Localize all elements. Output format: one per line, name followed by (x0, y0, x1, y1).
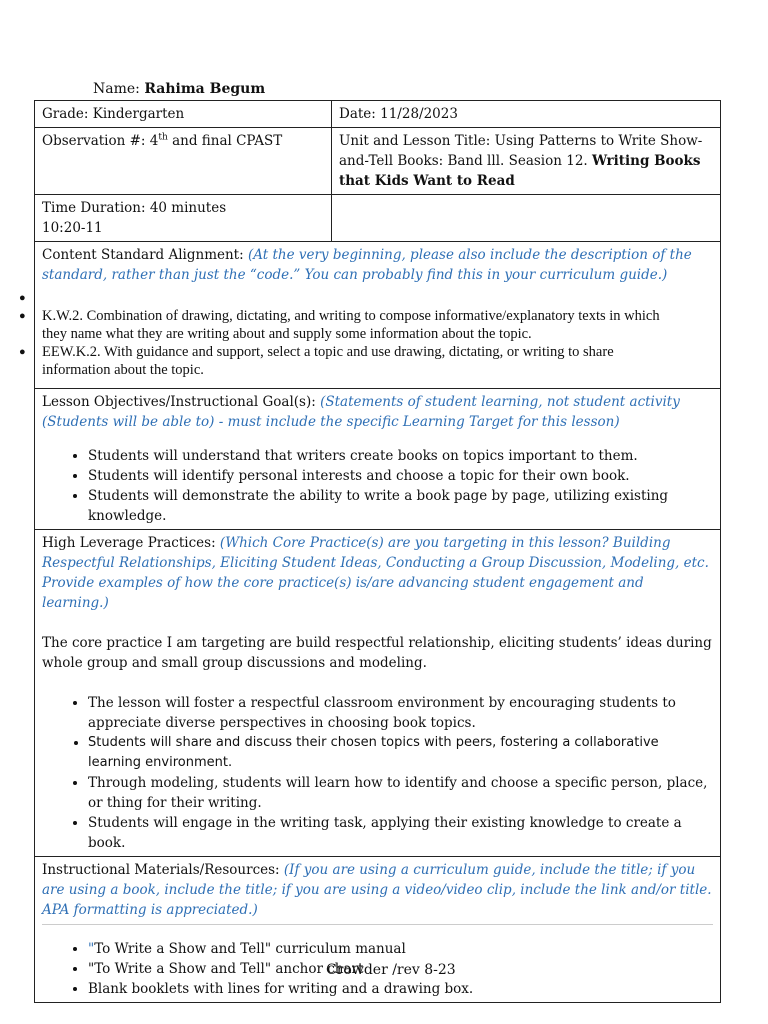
materials-row (35, 857, 721, 1003)
list-item: • "To Write a Show and Tell" anchor chart (88, 959, 713, 979)
materials-cell (35, 857, 721, 1003)
time-empty-cell (332, 195, 721, 242)
observation-row (35, 128, 721, 195)
lesson-plan-table (19, 100, 721, 1003)
eew-standard-cont: information about the topic. (42, 362, 204, 378)
content-standard-cell (19, 242, 721, 389)
list-item: • The lesson will foster a respectful classroom environment by encouraging students to appreciate diverse perspectives in choosing book topics. (88, 693, 713, 733)
observation-prefix: Observation #: 4 (42, 133, 159, 149)
list-item: • Students will understand that writers create books on topics important to them. (88, 446, 713, 466)
eew-standard: EEW.K.2. With guidance and support, select a topic and use drawing, dictating, or writing to share (42, 344, 614, 360)
lesson-title-cell (332, 128, 721, 195)
lesson-title-bold: Writing Books that Kids Want to Read (339, 153, 701, 189)
objectives-row (35, 389, 721, 530)
divider (42, 924, 713, 925)
observation-suffix: and final CPAST (167, 133, 283, 149)
time-duration: Time Duration: 40 minutes (42, 200, 227, 216)
list-item: • Through modeling, students will learn how to identify and choose a specific person, place, or thing for their writing. (88, 773, 713, 813)
grade-text: Grade: Kindergarten (42, 106, 185, 122)
quote-mark: " (88, 941, 95, 957)
observation-sup: th (158, 132, 168, 143)
content-standard-row (35, 242, 721, 389)
material-item-1: To Write a Show and Tell" curriculum manual (94, 941, 406, 957)
list-item: • Students will engage in the writing task, applying their existing knowledge to create a book. (88, 813, 713, 853)
grade-cell (35, 101, 332, 128)
practices-instruction: (Which Core Practice(s) are you targeting in this lesson? Building Respectful Relationships, Eliciting Student Ideas, Conducting a Group Discussion, Modeling, etc. Provide examples of how the core practice(s) is/are advancing student engagement and learning.) (42, 535, 709, 611)
practices-paragraph: The core practice I am targeting are build respectful relationship, eliciting students’ ideas during whole group and small group discussions and modeling. (42, 635, 712, 671)
time-cell (35, 195, 332, 242)
list-item: • Students will share and discuss their chosen topics with peers, fostering a collaborative learning environment. (88, 733, 713, 773)
materials-instruction: (If you are using a curriculum guide, include the title; if you are using a book, include the title; if you are using a video/video clip, include the link and/or title. APA formatting is appreciated.) (42, 862, 712, 918)
objectives-instruction: (Statements of student learning, not student activity (Students will be able to) - must include the specific Learning Target for this lesson) (42, 394, 680, 430)
list-item: • Students will identify personal interests and choose a topic for their own book. (88, 466, 713, 486)
content-standard-label: Content Standard Alignment: (42, 247, 248, 263)
materials-label: Instructional Materials/Resources: (42, 862, 284, 878)
practices-cell (35, 530, 721, 857)
objectives-list (42, 446, 713, 526)
kw2-standard: K.W.2. Combination of drawing, dictating, and writing to compose informative/explanatory texts in which (42, 308, 660, 324)
objectives-label: Lesson Objectives/Instructional Goal(s): (42, 394, 321, 410)
empty-bullet: ● (19, 292, 26, 304)
practices-row (35, 530, 721, 857)
time-range: 10:20-11 (42, 220, 103, 236)
content-standard-instruction: (At the very beginning, please also include the description of the standard, rather than just the “code.” You can probably find this in your curriculum guide.) (42, 247, 692, 283)
name-line (93, 81, 265, 97)
name-value: Rahima Begum (144, 81, 266, 97)
list-item: • Students will demonstrate the ability to write a book page by page, utilizing existing knowledge. (88, 486, 713, 526)
date-cell (332, 101, 721, 128)
name-label: Name: (93, 81, 140, 97)
bullet-icon: ● (19, 346, 26, 358)
practices-list (42, 693, 713, 853)
grade-date-row (35, 101, 721, 128)
objectives-cell (35, 389, 721, 530)
bullet-icon: ● (19, 310, 26, 322)
list-item: • Blank booklets with lines for writing and a drawing box. (88, 979, 713, 999)
kw2-standard-cont: they name what they are writing about and supply some information about the topic. (42, 326, 532, 342)
date-text: Date: 11/28/2023 (339, 106, 458, 122)
list-item (88, 939, 713, 959)
observation-cell (35, 128, 332, 195)
practices-label: High Leverage Practices: (42, 535, 220, 551)
footer: Crowder /rev 8-23 (326, 962, 456, 978)
time-row (35, 195, 721, 242)
lesson-title-text: Unit and Lesson Title: Using Patterns to Write Show-and-Tell Books: Band lll. Seasion 12. (339, 133, 703, 169)
